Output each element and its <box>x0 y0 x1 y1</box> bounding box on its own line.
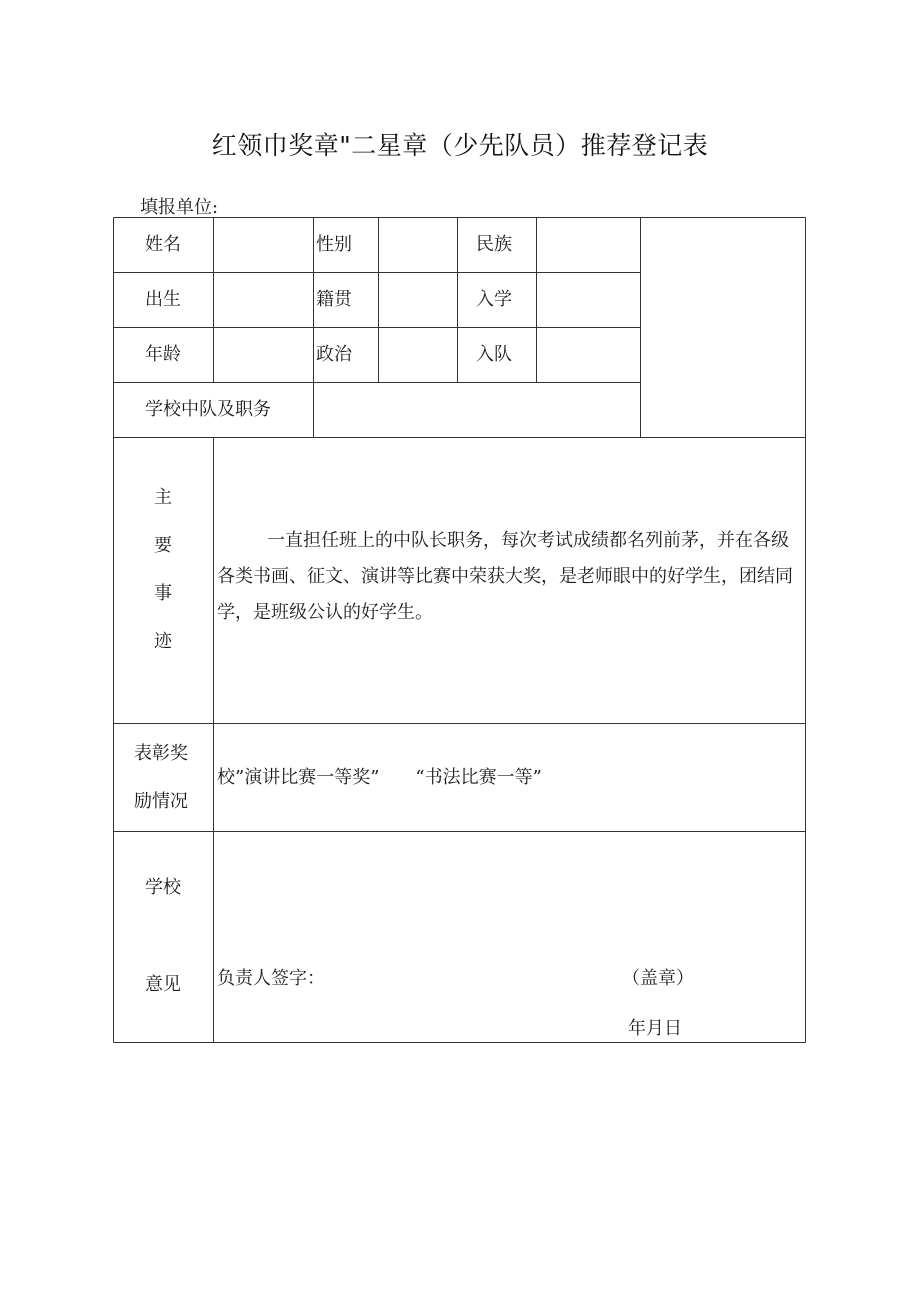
gender-label: 性别 <box>316 234 352 255</box>
awards-label-line1: 表彰奖 <box>134 743 188 764</box>
deeds-label-char: 事 <box>154 583 172 604</box>
political-label: 政治 <box>316 344 352 365</box>
date-label: 年月日 <box>628 1018 682 1039</box>
birth-label: 出生 <box>145 289 181 310</box>
native-place-label: 籍贯 <box>316 289 352 310</box>
deeds-label-char: 要 <box>154 535 172 556</box>
school-opinion-label-line2: 意见 <box>145 974 181 995</box>
reporting-unit-label: 填报单位: <box>140 197 219 218</box>
awards-label-line2: 励情况 <box>134 791 188 812</box>
deeds-label-char: 迹 <box>154 631 172 652</box>
school-squad-label: 学校中队及职务 <box>145 399 271 420</box>
ethnicity-label: 民族 <box>476 234 512 255</box>
signature-label: 负责人签字： <box>217 968 325 989</box>
name-label: 姓名 <box>145 234 181 255</box>
awards-text: 校”演讲比赛一等奖” “书法比赛一等” <box>217 767 542 788</box>
deeds-text: 一直担任班上的中队长职务，每次考试成绩都名列前茅，并在各级各类书画、征文、演讲等比赛中荣获大奖，是老师眼中的好学生，团结同学，是班级公认的好学生。 <box>217 530 793 623</box>
deeds-label <box>148 486 178 678</box>
page-title: 红领巾奖章"二星章（少先队员）推荐登记表 <box>211 131 709 160</box>
join-team-label: 入队 <box>476 344 512 365</box>
school-opinion-label-line1: 学校 <box>145 877 181 898</box>
age-label: 年龄 <box>145 344 181 365</box>
enrollment-label: 入学 <box>476 289 512 310</box>
seal-label: （盖章） <box>622 968 694 989</box>
deeds-label-char: 主 <box>154 487 172 508</box>
